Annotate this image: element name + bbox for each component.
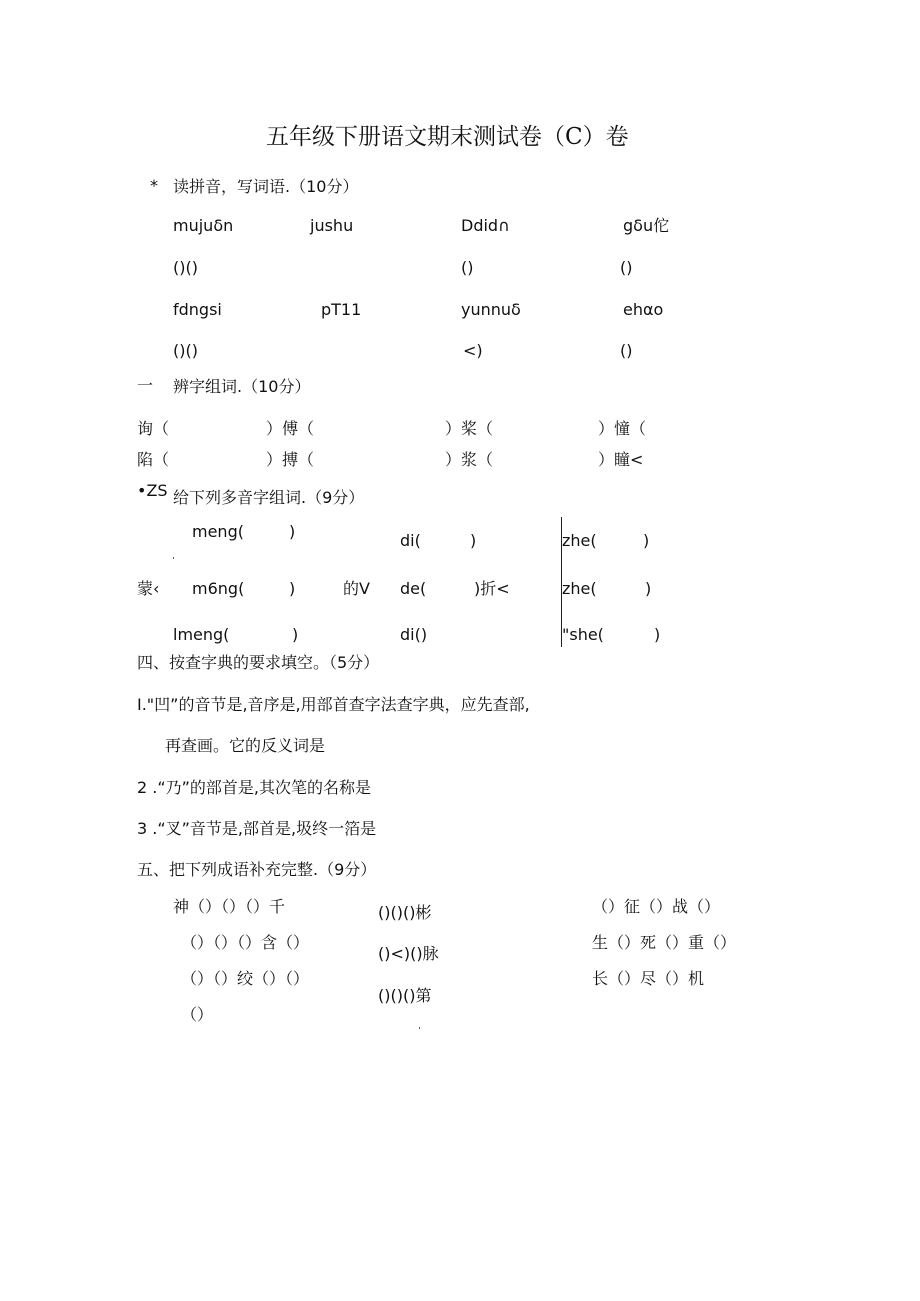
section3-number: •ZS: [137, 481, 168, 500]
char-cell: ）浆（: [445, 450, 494, 469]
idiom-item: ()()()彬: [378, 903, 432, 922]
meng-close-3: ): [292, 625, 299, 644]
section5-heading: 五、把下列成语补充完整.（9分）: [137, 860, 377, 879]
pinyin-cell: yunnuδ: [461, 300, 521, 319]
section1-bullet: *: [150, 176, 158, 195]
meng-close-2: ): [289, 579, 296, 598]
idiom-item: （）（）绞（）（）: [181, 969, 310, 988]
answer-blank: (): [620, 258, 633, 277]
idiom-item: ()<)()脉: [378, 944, 439, 963]
pinyin-cell: Ddid∩: [461, 216, 510, 235]
answer-blank: (): [620, 341, 633, 360]
stray-mark: [419, 1027, 420, 1029]
idiom-item: 神（）（）（）千: [173, 897, 286, 916]
question-3: 3 .“叉”音节是,部首是,圾终一箔是: [137, 819, 377, 838]
char-cell: ）憧（: [598, 419, 647, 438]
zhe-pinyin-2: zhe(: [562, 579, 597, 598]
zhe-close-1: ): [643, 531, 650, 550]
pinyin-cell: pT11: [321, 300, 362, 319]
pinyin-cell: mujuδn: [173, 216, 234, 235]
stray-mark: [173, 557, 174, 559]
meng-close-1: ): [289, 522, 296, 541]
char-cell: ）瞳<: [598, 450, 644, 469]
pinyin-cell: gδu佗: [623, 216, 670, 235]
idiom-item: （）征（）战（）: [592, 897, 721, 916]
idiom-item: 长（）尽（）机: [592, 969, 705, 988]
pinyin-cell: jushu: [310, 216, 354, 235]
section2-number: 一: [137, 376, 154, 395]
meng-pinyin-1: meng(: [192, 522, 244, 541]
de-pinyin: de(: [400, 579, 427, 598]
meng-pinyin-2: m6ng(: [192, 579, 245, 598]
di-pinyin-1: di(: [400, 531, 421, 550]
di-pinyin-3: di(): [400, 625, 428, 644]
exam-title: 五年级下册语文期末测试卷（C）卷: [266, 124, 629, 150]
she-close: ): [654, 625, 661, 644]
section4-heading: 四、按查字典的要求填空。（5分）: [137, 653, 380, 672]
pinyin-cell: ehαo: [623, 300, 664, 319]
question-2: 2 .“乃”的部首是,其次笔的名称是: [137, 778, 372, 797]
answer-blank: (): [461, 258, 474, 277]
de-character: 的V: [343, 579, 370, 598]
section2-heading: 辨字组词.（10分）: [173, 377, 311, 396]
idiom-item: （）（）（）含（）: [181, 933, 310, 952]
idiom-item: 生（）死（）重（）: [592, 933, 737, 952]
char-cell: ）桨（: [445, 419, 494, 438]
question-1-line-1: I."凹”的音节是,音序是,用部首查字法查字典，应先查部,: [137, 695, 530, 714]
zhe-pinyin-1: zhe(: [562, 531, 597, 550]
section3-heading: 给下列多音字组词.（9分）: [173, 488, 365, 507]
answer-blank: ()(): [173, 258, 198, 277]
meng-pinyin-3: lmeng(: [173, 625, 230, 644]
meng-character: 蒙‹: [137, 579, 160, 598]
zhe-character: )折<: [474, 579, 510, 598]
section1-heading: 读拼音，写词语.（10分）: [173, 177, 359, 196]
char-cell: 询（: [137, 419, 170, 438]
idiom-item: （）: [181, 1005, 214, 1024]
zhe-close-2: ): [645, 579, 652, 598]
idiom-item: ()()()第: [378, 986, 432, 1005]
answer-blank: ()(): [173, 341, 198, 360]
pinyin-cell: fdngsi: [173, 300, 222, 319]
answer-blank: <): [463, 341, 483, 360]
char-cell: 陷（: [137, 450, 170, 469]
question-1-line-2: 再查画。它的反义词是: [165, 736, 326, 755]
di-close-1: ): [470, 531, 477, 550]
she-pinyin: "she(: [562, 625, 604, 644]
char-cell: ）搏（: [266, 450, 315, 469]
char-cell: ）傅（: [266, 419, 315, 438]
